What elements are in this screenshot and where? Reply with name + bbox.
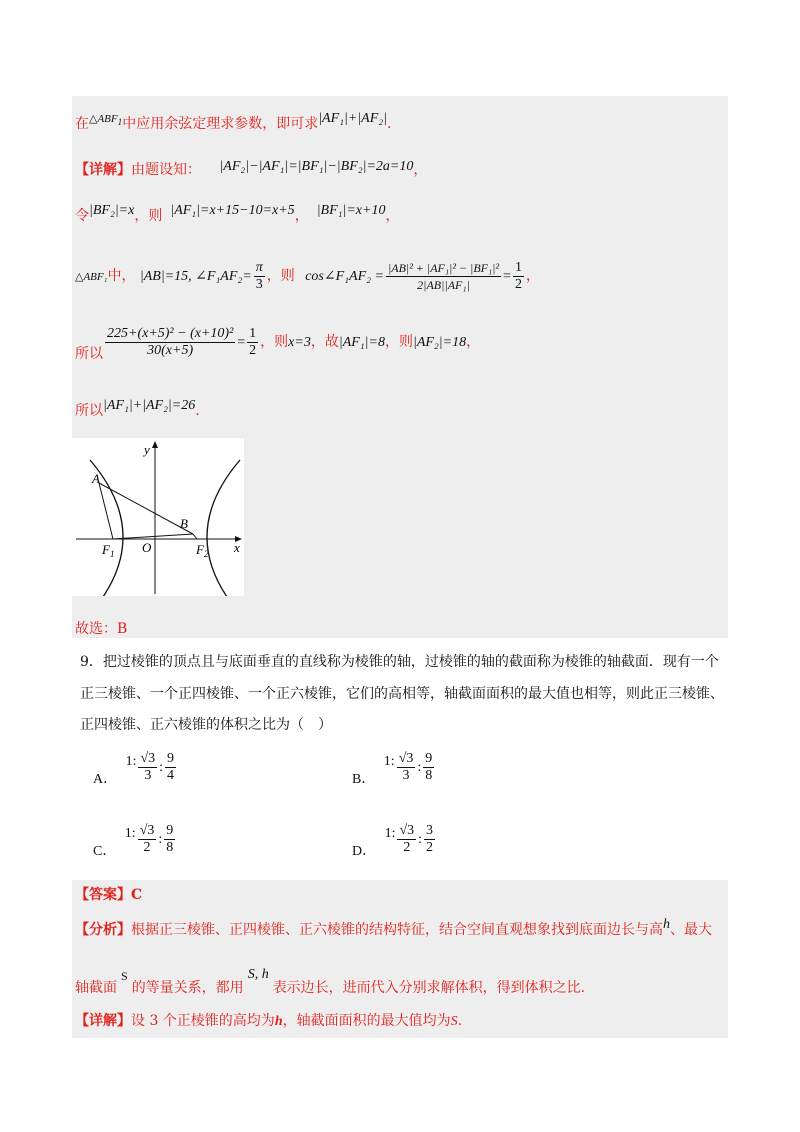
- one-half-fraction: $\frac{1}{2}$: [514, 259, 522, 292]
- sum-expression: |AF₁|+|AF₂|: [318, 111, 387, 126]
- question-9-line-1: 9．把过棱锥的顶点且与底面垂直的直线称为棱锥的轴，过棱锥的轴的截面称为棱锥的轴截面．现有一个: [80, 654, 719, 670]
- y-axis-label: y: [144, 442, 150, 457]
- hyperbola-figure: [72, 438, 244, 596]
- triangle-abf1: △ABF1: [89, 113, 123, 128]
- cosine-fraction: $\frac{\text{|AB|² + |AF₁|² − |BF₁|²}}{\text{2|AB||AF₁|}}$: [387, 260, 500, 292]
- focus-f2-label: $F_2$: [196, 542, 209, 559]
- question-9-line-2: 正三棱锥、一个正四棱锥、一个正六棱锥，它们的高相等，轴截面面积的最大值也相等，则此正三棱锥、: [80, 686, 724, 702]
- analysis-line-2: 轴截面S的等量关系，都用S, h表示边长，进而代入分别求解体积，得到体积之比.: [75, 967, 586, 996]
- analysis-continuation-line: 在$^{\triangle ABF_1}$中应用余弦定理求参数，即可求|AF₁|+|AF₂|.: [75, 111, 392, 132]
- detail-label: 【详解】: [75, 1013, 131, 1029]
- detail-line-1: 【详解】由题设知： |AF₂|−|AF₁|=|BF₁|−|BF₂|=2a=10，: [75, 159, 428, 178]
- point-b-label: B: [180, 516, 188, 531]
- answer-value: C: [131, 887, 143, 903]
- detail-label: 【详解】: [75, 162, 131, 178]
- x-axis-label: x: [234, 540, 240, 555]
- answer-line: [75, 886, 142, 904]
- question-9-line-3: 正四棱锥、正六棱锥的体积之比为（ ）: [80, 717, 332, 733]
- so-line-2: 所以|AF₁|+|AF₂|=26.: [75, 398, 200, 419]
- option-d[interactable]: D． 1: $\frac{√3}{2}$ : $\frac{3}{2}$: [352, 822, 434, 859]
- option-c[interactable]: C． 1: $\frac{√3}{2}$ : $\frac{9}{8}$: [93, 822, 174, 859]
- option-a[interactable]: A． 1: $\frac{√3}{3}$ : $\frac{9}{4}$: [93, 750, 175, 787]
- origin-label: O: [142, 540, 152, 555]
- point-a-label: A: [92, 471, 100, 486]
- analysis-line-1: 【分析】根据正三棱锥、正四棱锥、正六棱锥的结构特征，结合空间直观想象找到底面边长与高h、最大: [75, 917, 712, 938]
- analysis-label: 【分析】: [75, 922, 131, 938]
- option-b[interactable]: B． 1: $\frac{√3}{3}$ : $\frac{9}{8}$: [352, 750, 433, 787]
- one-half-fraction: $\frac{1}{2}$: [249, 325, 257, 358]
- pi-over-3-fraction: $\frac{\pi}{3}$: [255, 259, 263, 292]
- focus-f1-label: $F_1$: [102, 542, 115, 559]
- cosine-law-line: △ABF₁中， |AB|=15, ∠F₁AF₂= $\frac{\pi}{3}$ ，则 cos∠F₁AF₂ = $\frac{\text{|AB|² + |AF₁|² − |BF₁|²}}{\text{2|AB||AF₁|}}$ = $\frac{1}{2}$ ，: [75, 259, 540, 292]
- answer-label: 【答案】: [75, 887, 131, 903]
- detail-equation-1: |AF₂|−|AF₁|=|BF₁|−|BF₂|=2a=10: [219, 159, 414, 174]
- let-line: 令|BF₂|=x，则 |AF₁|=x+15−10=x+5， |BF₁|=x+10，: [75, 203, 400, 224]
- figure-background: [72, 438, 244, 596]
- choose-line: 故选：B: [75, 621, 128, 637]
- detail-line-2: 【详解】设 3 个正棱锥的高均为h，轴截面面积的最大值均为S.: [75, 1013, 463, 1029]
- equation-fraction: $\frac{\text{225+(x+5)² − (x+10)²}}{30(x+5)}$: [107, 325, 234, 358]
- so-line-1: 所以 $\frac{\text{225+(x+5)² − (x+10)²}}{30(x+5)}$ = $\frac{1}{2}$ ，则x=3，故|AF₁|=8，则|AF₂|=18，: [75, 325, 481, 362]
